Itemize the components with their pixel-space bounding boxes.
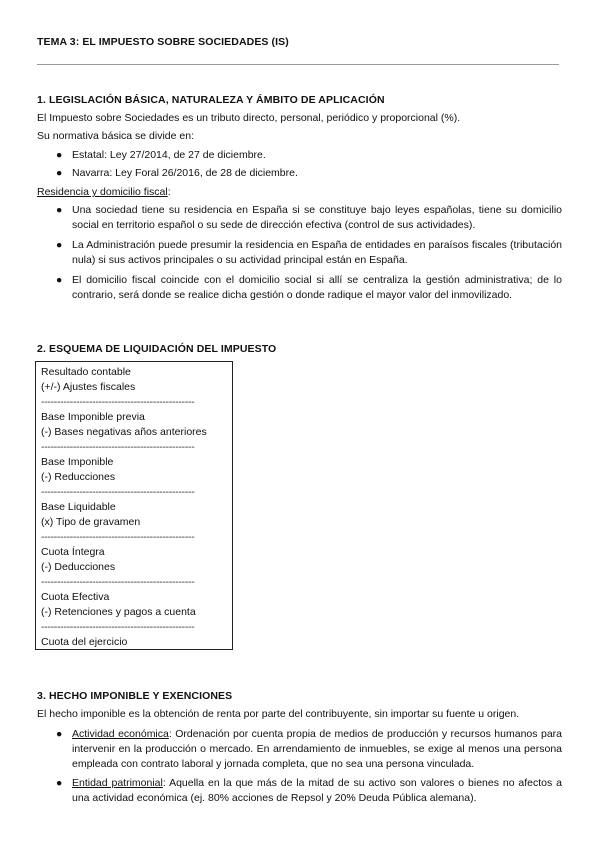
list-item: ● El domicilio fiscal coincide con el domicilio social si allí se centraliza la gestión administrativa; de lo contrario, será donde se realice dicha gestión o donde radique el mayor valor del inmovilizado. xyxy=(56,274,562,301)
scheme-separator: ------------------------------------------------ xyxy=(41,396,195,408)
section-3-intro: El hecho imponible es la obtención de renta por parte del contribuyente, sin importar su fuente u origen. xyxy=(37,708,520,720)
normativa-intro: Su normativa básica se divide en: xyxy=(37,130,195,142)
section-2-heading: 2. ESQUEMA DE LIQUIDACIÓN DEL IMPUESTO xyxy=(37,343,277,355)
list-item: ● Una sociedad tiene su residencia en España si se constituye bajo leyes españolas, tiene su domicilio social en territorio español o su sede de dirección efectiva (control de sus actividades). xyxy=(56,204,562,231)
scheme-line: Cuota del ejercicio xyxy=(41,636,128,648)
bullet-icon: ● xyxy=(56,167,63,179)
normativa-list xyxy=(37,148,562,181)
scheme-line: Cuota Efectiva xyxy=(41,591,110,603)
list-item: ● Estatal: Ley 27/2014, de 27 de diciembre. xyxy=(56,149,266,161)
scheme-line: Base Imponible previa xyxy=(41,411,145,423)
list-item: ● Entidad patrimonial: Aquella en la que más de la mitad de su activo son valores o bienes no afectos a una actividad económica (ej. 80% acciones de Repsol y 20% Deuda Pública alemana). xyxy=(56,777,562,804)
section-1-intro: El Impuesto sobre Sociedades es un tributo directo, personal, periódico y proporcional (%). xyxy=(37,112,461,124)
scheme-separator: ------------------------------------------------ xyxy=(41,531,195,543)
section-3-heading: 3. HECHO IMPONIBLE Y EXENCIONES xyxy=(37,690,233,702)
scheme-line: (-) Deducciones xyxy=(41,561,116,573)
bullet-icon: ● xyxy=(56,149,63,161)
list-item: ● Navarra: Ley Foral 26/2016, de 28 de diciembre. xyxy=(56,167,298,179)
scheme-separator: ------------------------------------------------ xyxy=(41,486,195,498)
scheme-line: (-) Reducciones xyxy=(41,471,116,483)
scheme-line: (+/-) Ajustes fiscales xyxy=(41,381,136,393)
title-divider xyxy=(37,64,559,65)
scheme-line: (-) Bases negativas años anteriores xyxy=(41,426,207,438)
scheme-line: Base Liquidable xyxy=(41,501,116,513)
section-1-heading: 1. LEGISLACIÓN BÁSICA, NATURALEZA Y ÁMBITO DE APLICACIÓN xyxy=(37,94,385,106)
scheme-separator: ------------------------------------------------ xyxy=(41,441,195,453)
hecho-imponible-list xyxy=(37,727,562,806)
scheme-separator: ------------------------------------------------ xyxy=(41,576,195,588)
document-title: TEMA 3: EL IMPUESTO SOBRE SOCIEDADES (IS) xyxy=(37,36,289,48)
bullet-icon: ● xyxy=(56,239,63,251)
scheme-line: (x) Tipo de gravamen xyxy=(41,516,141,528)
bullet-icon: ● xyxy=(56,728,63,740)
scheme-line: Base Imponible xyxy=(41,456,114,468)
scheme-line: Cuota Íntegra xyxy=(41,546,105,558)
scheme-line: Resultado contable xyxy=(41,366,131,378)
list-item: ● Actividad económica: Ordenación por cuenta propia de medios de producción y recursos humanos para intervenir en la producción o mercado. En arrendamiento de inmuebles, se exige al menos una persona empleada con contrato laboral y jornada completa, que no sea una persona vinculada. xyxy=(56,728,562,770)
residencia-heading: Residencia y domicilio fiscal: xyxy=(37,186,171,198)
bullet-icon: ● xyxy=(56,204,63,216)
bullet-icon: ● xyxy=(56,777,63,789)
liquidation-scheme-box xyxy=(35,361,233,650)
scheme-separator: ------------------------------------------------ xyxy=(41,621,195,633)
list-item: ● La Administración puede presumir la residencia en España de entidades en paraísos fiscales (tributación nula) si sus activos principales o su actividad principal están en España. xyxy=(56,239,562,266)
bullet-icon: ● xyxy=(56,274,63,286)
residencia-list xyxy=(37,203,562,303)
scheme-line: (-) Retenciones y pagos a cuenta xyxy=(41,606,196,618)
